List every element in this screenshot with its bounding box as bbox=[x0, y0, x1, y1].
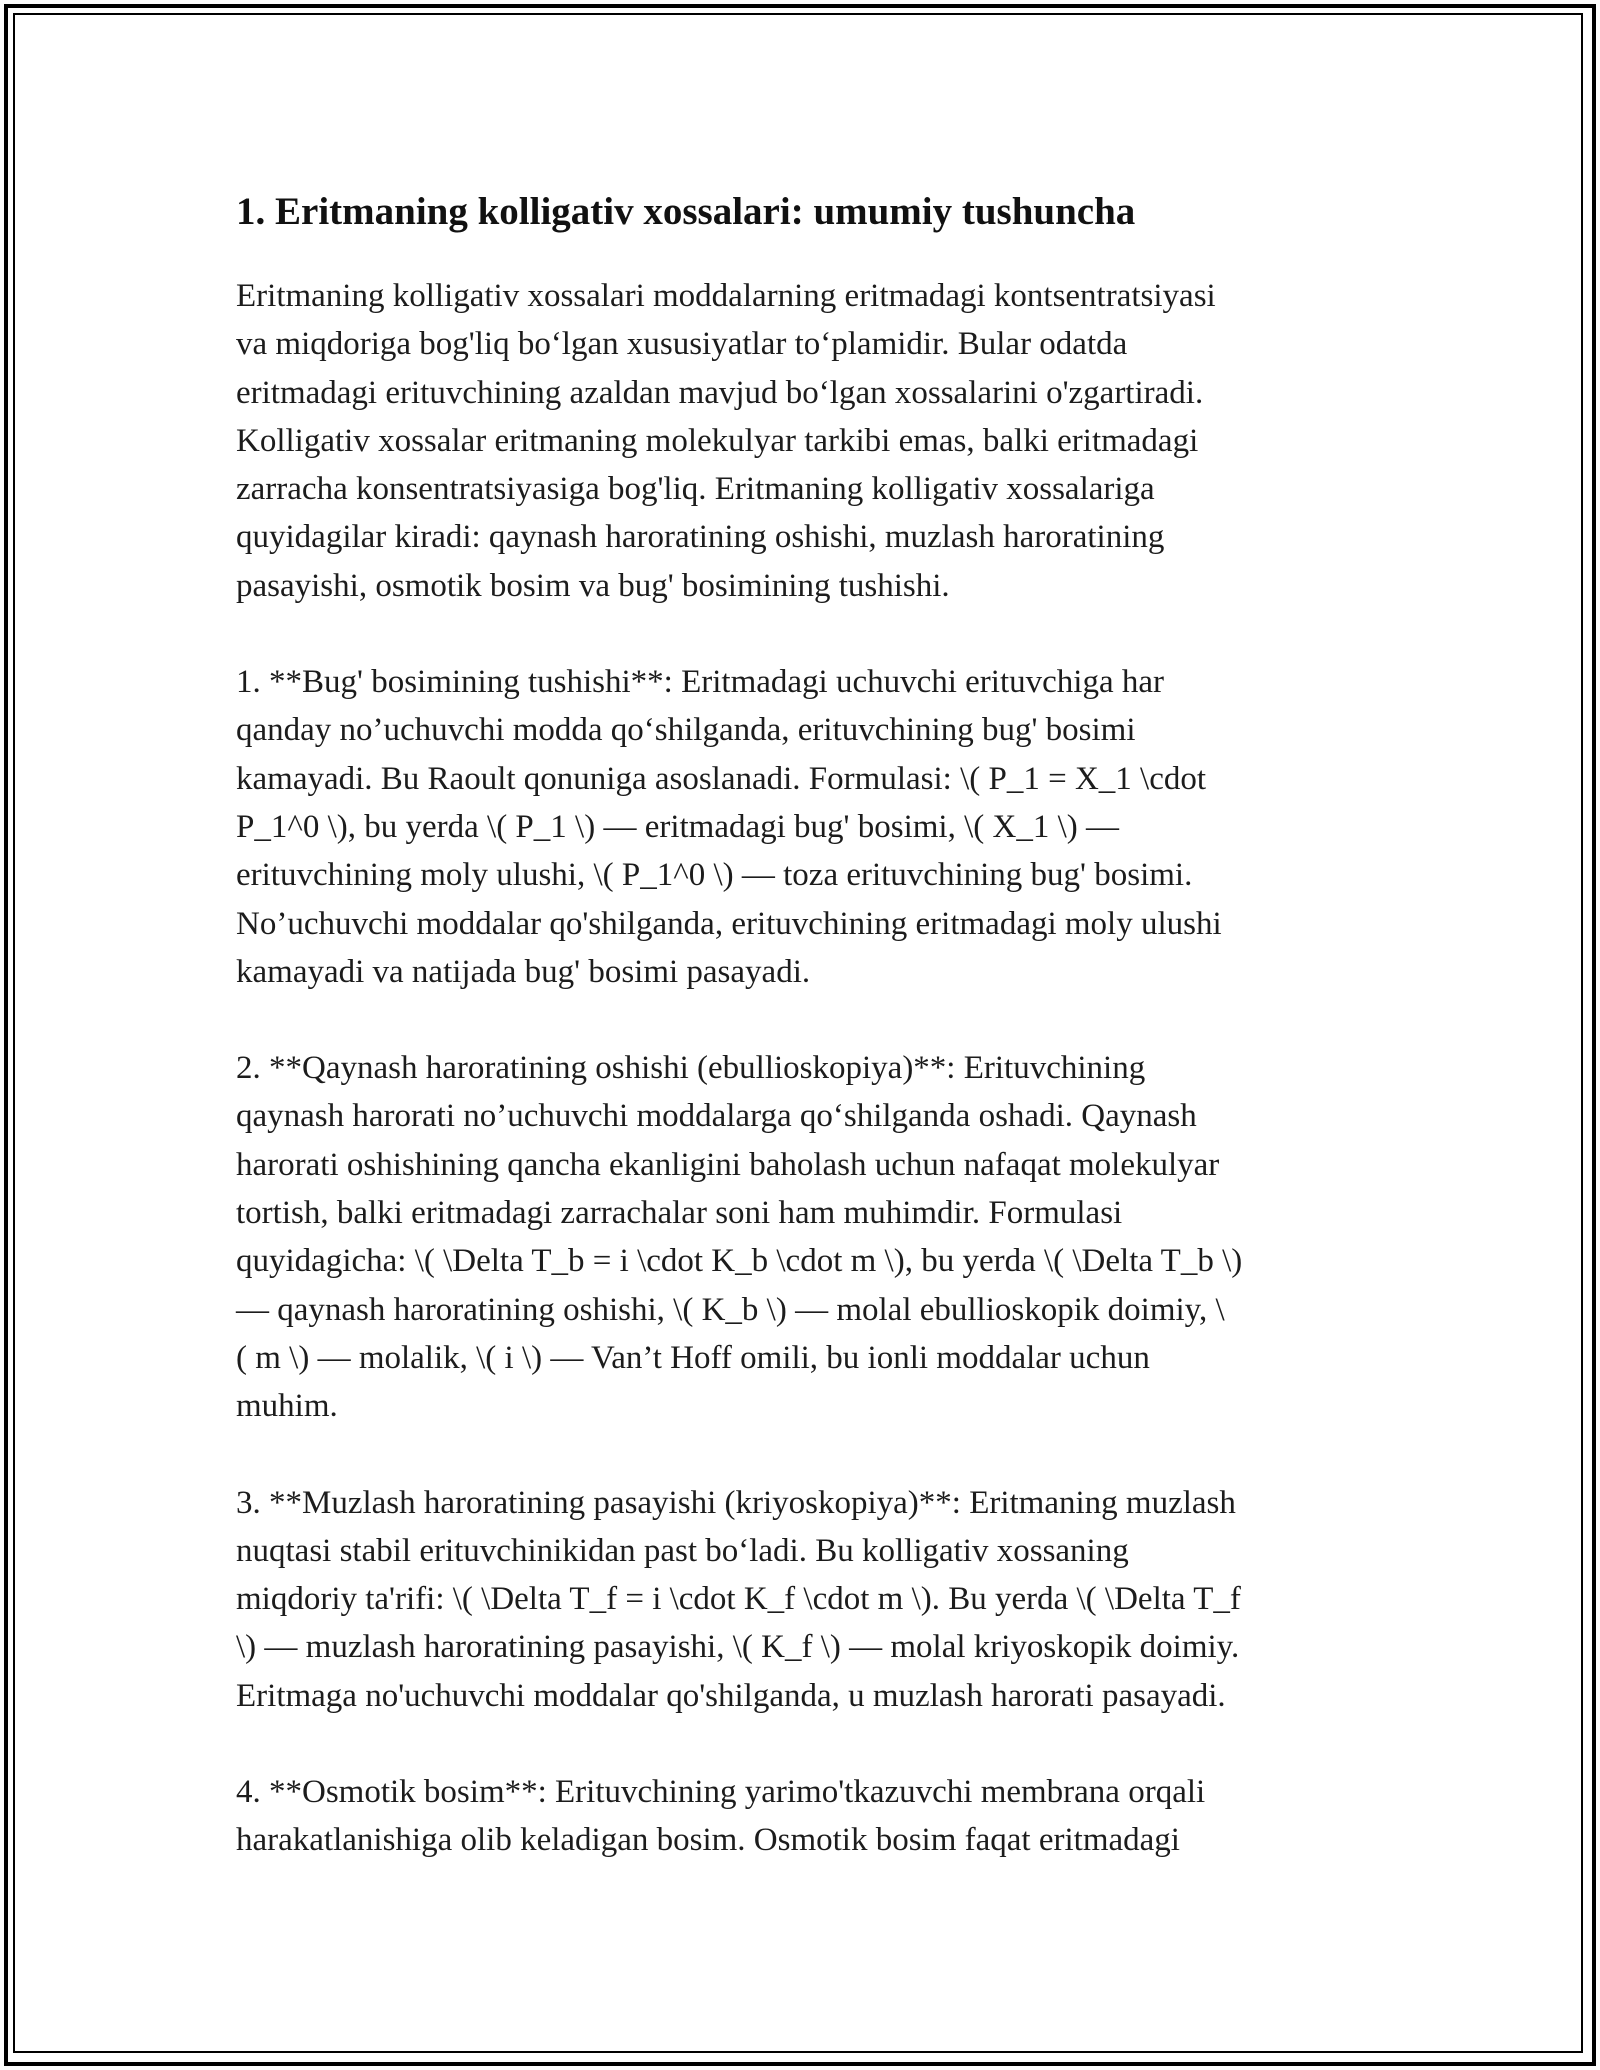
text-line: eritmadagi erituvchining azaldan mavjud bo‘lgan xossalarini o'zgartiradi. bbox=[236, 374, 1204, 411]
text-line: tortish, balki eritmadagi zarrachalar soni ham muhimdir. Formulasi bbox=[236, 1195, 1123, 1232]
text-line: qaynash harorati no’uchuvchi moddalarga qo‘shilganda oshadi. Qaynash bbox=[236, 1098, 1197, 1135]
text-line: muhim. bbox=[236, 1388, 338, 1425]
paragraph-4 bbox=[236, 1479, 1366, 1720]
document-body bbox=[236, 186, 1366, 1913]
text-line: 1. **Bug' bosimining tushishi**: Eritmadagi uchuvchi erituvchiga har bbox=[236, 664, 1164, 701]
text-line: \) — muzlash haroratining pasayishi, \( K_f \) — molal kriyoskopik doimiy. bbox=[236, 1629, 1240, 1666]
text-line: kamayadi. Bu Raoult qonuniga asoslanadi. Formulasi: \( P_1 = X_1 \cdot bbox=[236, 760, 1207, 797]
paragraph-5 bbox=[236, 1768, 1366, 1865]
text-line: zarracha konsentratsiyasiga bog'liq. Eritmaning kolligativ xossalariga bbox=[236, 471, 1155, 508]
text-line: harakatlanishiga olib keladigan bosim. Osmotik bosim faqat eritmadagi bbox=[236, 1822, 1180, 1859]
paragraph-2 bbox=[236, 658, 1366, 996]
text-line: miqdoriy ta'rifi: \( \Delta T_f = i \cdot K_f \cdot m \). Bu yerda \( \Delta T_f bbox=[236, 1581, 1241, 1618]
document-title: 1. Eritmaning kolligativ xossalari: umumiy tushuncha bbox=[236, 190, 1136, 233]
text-line: Eritmaga no'uchuvchi moddalar qo'shilganda, u muzlash harorati pasayadi. bbox=[236, 1677, 1226, 1714]
text-line: ( m \) — molalik, \( i \) — Van’t Hoff omili, bu ionli moddalar uchun bbox=[236, 1339, 1150, 1376]
paragraph-3 bbox=[236, 1044, 1366, 1430]
paragraph-list bbox=[236, 272, 1366, 1865]
paragraph-1 bbox=[236, 272, 1366, 610]
text-line: harorati oshishining qancha ekanligini baholash uchun nafaqat molekulyar bbox=[236, 1146, 1220, 1183]
text-line: quyidagicha: \( \Delta T_b = i \cdot K_b \cdot m \), bu yerda \( \Delta T_b \) bbox=[236, 1243, 1243, 1280]
text-line: — qaynash haroratining oshishi, \( K_b \) — molal ebullioskopik doimiy, \ bbox=[236, 1291, 1225, 1328]
text-line: 2. **Qaynash haroratining oshishi (ebullioskopiya)**: Erituvchining bbox=[236, 1050, 1146, 1087]
text-line: 3. **Muzlash haroratining pasayishi (kriyoskopiya)**: Eritmaning muzlash bbox=[236, 1484, 1236, 1521]
text-line: 4. **Osmotik bosim**: Erituvchining yarimo'tkazuvchi membrana orqali bbox=[236, 1774, 1206, 1811]
text-line: pasayishi, osmotik bosim va bug' bosimining tushishi. bbox=[236, 567, 950, 604]
text-line: Kolligativ xossalar eritmaning molekulyar tarkibi emas, balki eritmadagi bbox=[236, 422, 1199, 459]
text-line: Eritmaning kolligativ xossalari moddalarning eritmadagi kontsentratsiyasi bbox=[236, 278, 1216, 314]
text-line: va miqdoriga bog'liq bo‘lgan xususiyatlar to‘plamidir. Bular odatda bbox=[236, 326, 1128, 363]
text-line: qanday no’uchuvchi modda qo‘shilganda, erituvchining bug' bosimi bbox=[236, 712, 1136, 749]
text-line: nuqtasi stabil erituvchinikidan past bo‘ladi. Bu kolligativ xossaning bbox=[236, 1532, 1129, 1569]
text-line: erituvchining moly ulushi, \( P_1^0 \) — toza erituvchining bug' bosimi. bbox=[236, 857, 1193, 894]
text-line: P_1^0 \), bu yerda \( P_1 \) — eritmadagi bug' bosimi, \( X_1 \) — bbox=[236, 808, 1119, 845]
text-line: quyidagilar kiradi: qaynash haroratining oshishi, muzlash haroratining bbox=[236, 519, 1165, 556]
text-line: kamayadi va natijada bug' bosimi pasayadi. bbox=[236, 953, 811, 990]
text-line: No’uchuvchi moddalar qo'shilganda, erituvchining eritmadagi moly ulushi bbox=[236, 905, 1222, 942]
